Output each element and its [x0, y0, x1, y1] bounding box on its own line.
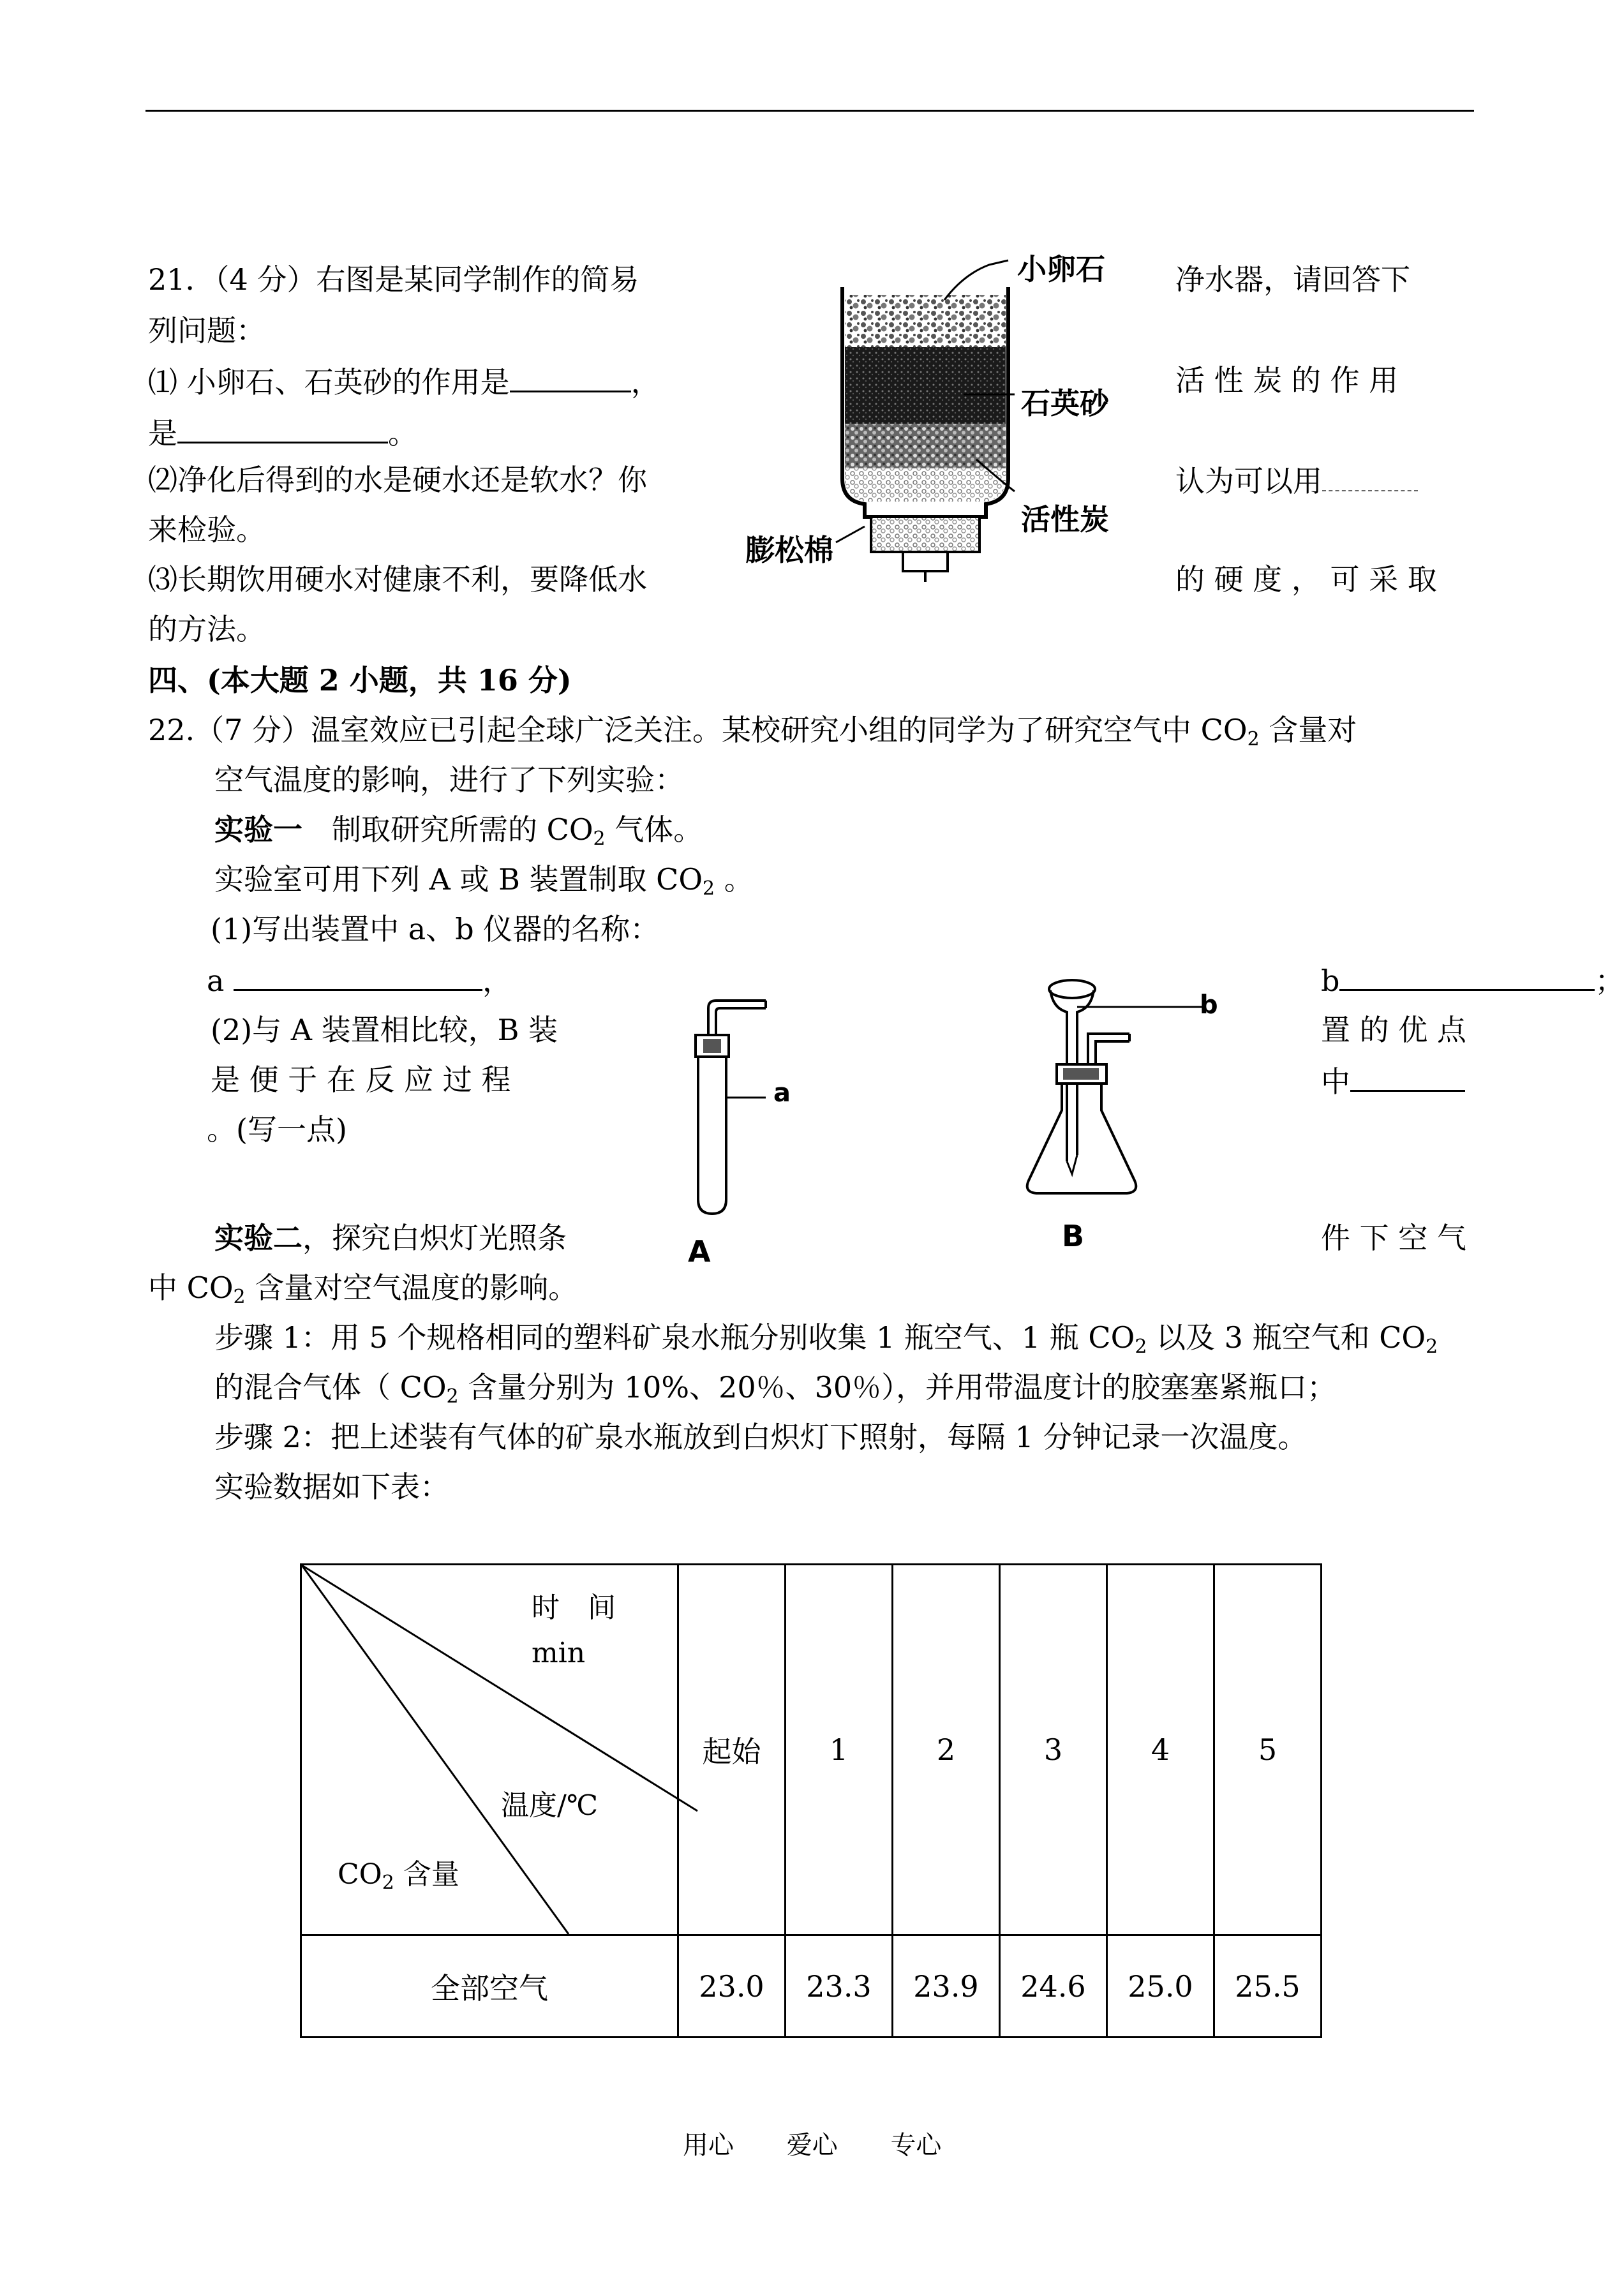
q22-line4-text: 实验室可用下列 A 或 B 装置制取 CO — [214, 862, 703, 897]
hdr-co2 — [338, 1851, 459, 1892]
q22-exp1-text: 制取研究所需的 CO — [302, 812, 593, 847]
q22-line8-left: 是 便 于 在 反 应 过 程 — [211, 1062, 511, 1097]
q22-a-label: a — [207, 964, 234, 998]
q22-blank-b[interactable] — [1339, 953, 1595, 991]
hdr-co2-text: CO — [338, 1858, 382, 1891]
q22-exp1-bold: 实验一 — [214, 812, 302, 847]
q21-line4-end: 。 — [388, 416, 417, 451]
q21-line6: 来检验。 — [148, 512, 265, 547]
label-cotton: 膨松棉 — [745, 533, 833, 567]
q22-line1 — [148, 704, 1357, 756]
q22-blank-a[interactable] — [234, 953, 482, 991]
q22-step1a-sub: 2 — [1135, 1336, 1147, 1358]
footer — [683, 2125, 941, 2161]
fig-label-b: b — [1200, 990, 1218, 1020]
q22-line4 — [214, 854, 754, 905]
q22-line2: 空气温度的影响，进行了下列实验： — [214, 763, 684, 797]
q22-line6-b — [1321, 953, 1624, 1006]
q22-step1b — [214, 1362, 1336, 1413]
q22-line1-text: 22.（7 分）温室效应已引起全球广泛关注。某校研究小组的同学为了研究空气中 CO — [148, 713, 1248, 747]
apparatus-b-figure — [1015, 970, 1270, 1238]
header-rule — [145, 110, 1474, 112]
table-row — [301, 1935, 1322, 2037]
table-header-row — [301, 1565, 1322, 1935]
q22-line7-right: 置 的 优 点 — [1321, 1013, 1466, 1047]
q22-exp1 — [214, 804, 703, 855]
q22-step1b-text: 的混合气体（ CO — [214, 1370, 447, 1404]
fig-label-A: A — [688, 1234, 711, 1269]
q21-line3-text: ⑴ 小卵石、石英砂的作用是 — [148, 365, 510, 399]
q21-line7-left: ⑶长期饮用硬水对健康不利，要降低水 — [148, 562, 647, 597]
col-header-1: 1 — [786, 1565, 893, 1935]
q21-line5-text: 认为可以用 — [1175, 464, 1322, 498]
hdr-co2-end: 含量 — [394, 1858, 459, 1891]
q21-line3-left — [148, 355, 660, 408]
q22-a-comma: ， — [482, 964, 512, 998]
q21-blank-1[interactable] — [510, 355, 631, 392]
q22-data-intro: 实验数据如下表： — [214, 1470, 449, 1504]
q22-b-end: ； — [1595, 964, 1624, 998]
col-header-0: 起始 — [678, 1565, 786, 1935]
q21-blank-2[interactable] — [177, 406, 388, 443]
q21-line2: 列问题： — [148, 313, 265, 348]
footer-b: 爱心 — [786, 2131, 838, 2160]
q22-line4-sub: 2 — [703, 877, 715, 900]
q21-line5-left: ⑵净化后得到的水是硬水还是软水？你 — [148, 463, 647, 497]
q21-line3-comma: ， — [630, 365, 660, 399]
hdr-temp: 温度/℃ — [501, 1789, 599, 1822]
label-carbon: 活性炭 — [1021, 502, 1109, 537]
q22-step1b-sub: 2 — [446, 1385, 459, 1408]
hdr-min: min — [532, 1637, 586, 1669]
q22-step1a-end: 以及 3 瓶空气和 CO — [1147, 1320, 1426, 1355]
cell-value: 25.0 — [1107, 1935, 1214, 2037]
col-header-2: 2 — [893, 1565, 1000, 1935]
cell-value: 23.9 — [893, 1935, 1000, 2037]
q22-line8-right — [1321, 1054, 1465, 1107]
q21-line7-right: 的 硬 度 ， 可 采 取 — [1175, 562, 1437, 597]
footer-c: 专心 — [890, 2131, 942, 2160]
label-sand: 石英砂 — [1021, 386, 1109, 421]
q22-line11-end: 含量对空气温度的影响。 — [245, 1270, 578, 1305]
q22-blank-c[interactable] — [1350, 1054, 1465, 1092]
q22-step1a-text: 步骤 1：用 5 个规格相同的塑料矿泉水瓶分别收集 1 瓶空气、1 瓶 CO — [214, 1320, 1135, 1355]
q21-blank-3[interactable] — [1322, 454, 1418, 491]
q22-exp2-right: 件 下 空 气 — [1321, 1221, 1466, 1255]
q22-line4-end: 。 — [715, 862, 754, 897]
q22-line5: (1)写出装置中 a、b 仪器的名称： — [211, 912, 660, 946]
cell-value: 25.5 — [1214, 1935, 1322, 2037]
col-header-3: 3 — [1000, 1565, 1107, 1935]
q22-line8-text: 中 — [1321, 1064, 1350, 1099]
q21-line4-text: 是 — [148, 416, 177, 451]
diagonal-header-cell — [301, 1565, 678, 1935]
q22-step1a-sub2: 2 — [1426, 1336, 1438, 1358]
q21-line5-right — [1175, 454, 1418, 507]
q22-step1b-end: 含量分别为 10%、20％、30％），并用带温度计的胶塞塞紧瓶口； — [458, 1370, 1337, 1404]
q21-line8: 的方法。 — [148, 612, 265, 646]
temperature-table — [300, 1563, 1322, 2038]
q22-exp2-text: ，探究白炽灯光照条 — [302, 1221, 567, 1255]
cell-value: 23.0 — [678, 1935, 786, 2037]
q22-step1a — [214, 1312, 1438, 1363]
q22-line6-a — [207, 953, 512, 1006]
col-header-5: 5 — [1214, 1565, 1322, 1935]
footer-a: 用心 — [683, 2131, 734, 2160]
label-pebble: 小卵石 — [1017, 252, 1105, 287]
section4-heading: 四、(本大题 2 小题，共 16 分) — [148, 663, 572, 697]
hdr-time: 时 间 — [532, 1591, 616, 1624]
q22-line1-sub: 2 — [1247, 728, 1260, 750]
fig-label-B: B — [1062, 1219, 1085, 1253]
q22-line11-sub: 2 — [233, 1286, 246, 1308]
q21-line1-right: 净水器，请回答下 — [1175, 262, 1410, 297]
q22-exp1-sub: 2 — [593, 828, 606, 850]
q21-line3-right: 活 性 炭 的 作 用 — [1175, 363, 1399, 398]
q21-line1-left: 21．（4 分）右图是某同学制作的简易 — [148, 262, 639, 297]
cell-value: 23.3 — [786, 1935, 893, 2037]
q22-line11 — [148, 1262, 577, 1313]
hdr-co2-sub: 2 — [382, 1872, 394, 1894]
q22-line9: 。(写一点) — [207, 1112, 347, 1147]
fig-label-a: a — [773, 1078, 791, 1108]
cell-value: 24.6 — [1000, 1935, 1107, 2037]
q22-exp2-bold: 实验二 — [214, 1221, 302, 1255]
q22-line11-text: 中 CO — [148, 1270, 234, 1305]
q22-line7-left: (2)与 A 装置相比较，B 装 — [211, 1013, 558, 1047]
q22-exp2 — [214, 1212, 567, 1263]
q22-b-label: b — [1321, 964, 1340, 998]
q21-line4 — [148, 406, 417, 459]
q22-exp1-end: 气体。 — [605, 812, 703, 847]
q22-step2: 步骤 2：把上述装有气体的矿泉水瓶放到白炽灯下照射，每隔 1 分钟记录一次温度。 — [214, 1420, 1307, 1454]
q22-line1-end: 含量对 — [1259, 713, 1357, 747]
col-header-4: 4 — [1107, 1565, 1214, 1935]
row-label: 全部空气 — [301, 1935, 678, 2037]
